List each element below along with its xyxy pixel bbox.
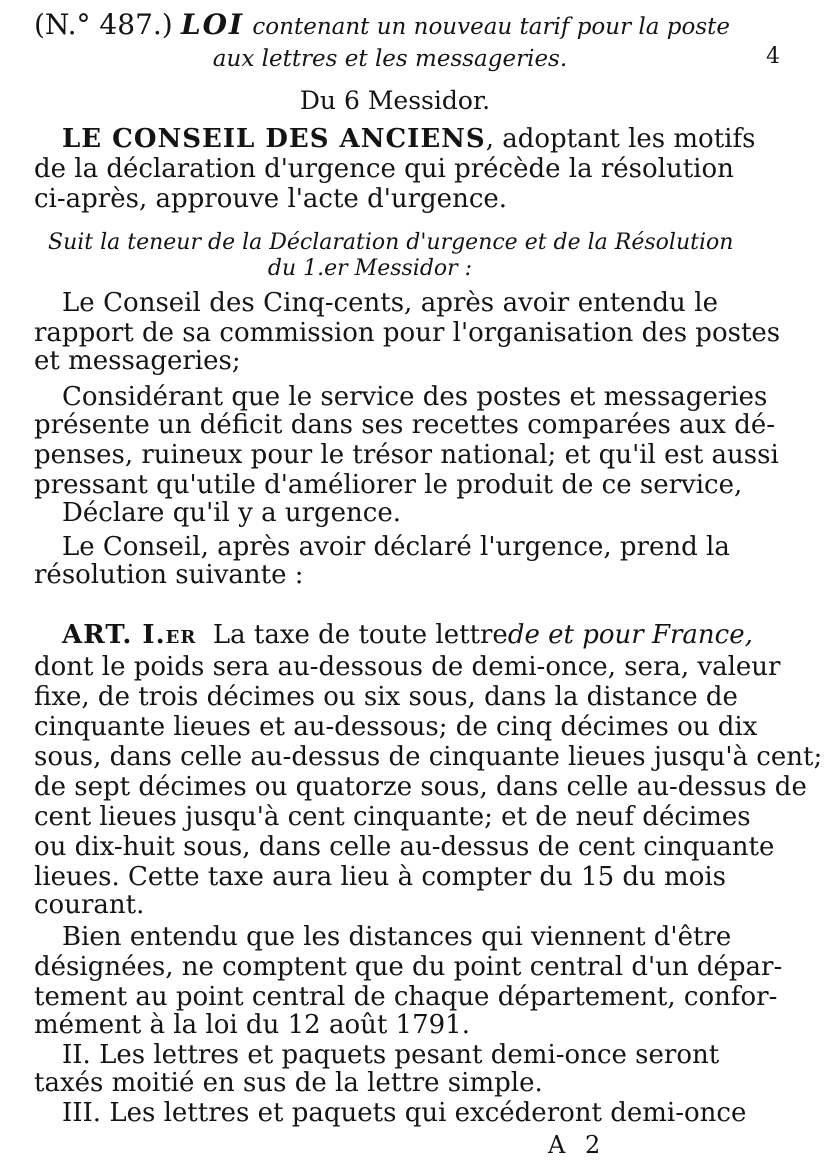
bien-line-2: désignées, ne comptent que du point central d'un dépar- bbox=[34, 952, 783, 982]
conseil-anciens-label: LE CONSEIL DES ANCIENS bbox=[62, 124, 486, 154]
art1-label: ART. I.er bbox=[62, 620, 197, 650]
art1-line-6: de sept décimes ou quatorze sous, dans celle au-dessus de bbox=[34, 772, 807, 802]
decl-p1-line-3: et messageries; bbox=[34, 346, 241, 376]
law-number: (N.° 487.) bbox=[34, 8, 173, 41]
header-line-1 bbox=[34, 8, 730, 42]
art1-line-1 bbox=[62, 620, 753, 650]
suit-line-1: Suit la teneur de la Déclaration d'urgence et de la Résolution bbox=[48, 230, 734, 255]
law-title-line-1: contenant un nouveau tarif pour la poste bbox=[252, 14, 730, 40]
margin-mark: 4 bbox=[766, 44, 780, 69]
art1-line-3: fixe, de trois décimes ou six sous, dans la distance de bbox=[34, 682, 738, 712]
art1-line-7: cent lieues jusqu'à cent cinquante; et de neuf décimes bbox=[34, 802, 751, 832]
decl-p1-line-1: Le Conseil des Cinq-cents, après avoir entendu le bbox=[62, 288, 718, 318]
art1-text-1a: La taxe de toute lettre bbox=[212, 620, 508, 650]
art2-line-2: taxés moitié en sus de la lettre simple. bbox=[34, 1068, 543, 1098]
decl-p2-line-3: penses, ruineux pour le trésor national; et qu'il est aussi bbox=[34, 440, 779, 470]
bien-line-1: Bien entendu que les distances qui viennent d'être bbox=[62, 922, 732, 952]
art1-line-9: lieues. Cette taxe aura lieu à compter du 15 du mois bbox=[34, 862, 727, 892]
suit-line-2: du 1.er Messidor : bbox=[267, 256, 473, 281]
art1-line-10: courant. bbox=[34, 890, 145, 920]
date-heading: Du 6 Messidor. bbox=[299, 86, 491, 115]
decl-p2-line-1: Considérant que le service des postes et messageries bbox=[62, 382, 768, 412]
art1-line-8: ou dix-huit sous, dans celle au-dessus de cent cinquante bbox=[34, 832, 775, 862]
anciens-line-3: ci-après, approuve l'acte d'urgence. bbox=[34, 184, 508, 214]
art1-text-1b: de et pour France, bbox=[507, 620, 753, 650]
decl-p2-line-2: présente un déficit dans ses recettes comparées aux dé- bbox=[34, 410, 776, 440]
decl-p1-line-2: rapport de sa commission pour l'organisation des postes bbox=[34, 318, 781, 348]
bien-line-4: mément à la loi du 12 août 1791. bbox=[34, 1010, 470, 1040]
law-title-word: LOI bbox=[180, 8, 245, 41]
art3-line-1: III. Les lettres et paquets qui excéderont demi-once bbox=[62, 1098, 747, 1128]
law-title-line-2: aux lettres et les messageries. bbox=[212, 46, 568, 72]
anciens-text-1: , adoptant les motifs bbox=[485, 124, 756, 154]
art1-line-4: cinquante lieues et au-dessous; de cinq décimes ou dix bbox=[34, 712, 758, 742]
anciens-line-1 bbox=[62, 124, 756, 154]
decl-p2-line-4: pressant qu'utile d'améliorer le produit de ce service, bbox=[34, 470, 743, 500]
anciens-line-2: de la déclaration d'urgence qui précède la résolution bbox=[34, 154, 734, 184]
decl-p4-line-1: Le Conseil, après avoir déclaré l'urgence, prend la bbox=[62, 532, 730, 562]
decl-p4-line-2: résolution suivante : bbox=[34, 560, 304, 590]
decl-p3-line-1: Déclare qu'il y a urgence. bbox=[62, 498, 402, 528]
art2-line-1: II. Les lettres et paquets pesant demi-once seront bbox=[62, 1040, 720, 1070]
art1-line-5: sous, dans celle au-dessus de cinquante lieues jusqu'à cent; bbox=[34, 742, 823, 772]
bien-line-3: tement au point central de chaque département, confor- bbox=[34, 982, 778, 1012]
signature-mark: A 2 bbox=[548, 1131, 607, 1159]
art1-line-2: dont le poids sera au-dessous de demi-once, sera, valeur bbox=[34, 652, 781, 682]
